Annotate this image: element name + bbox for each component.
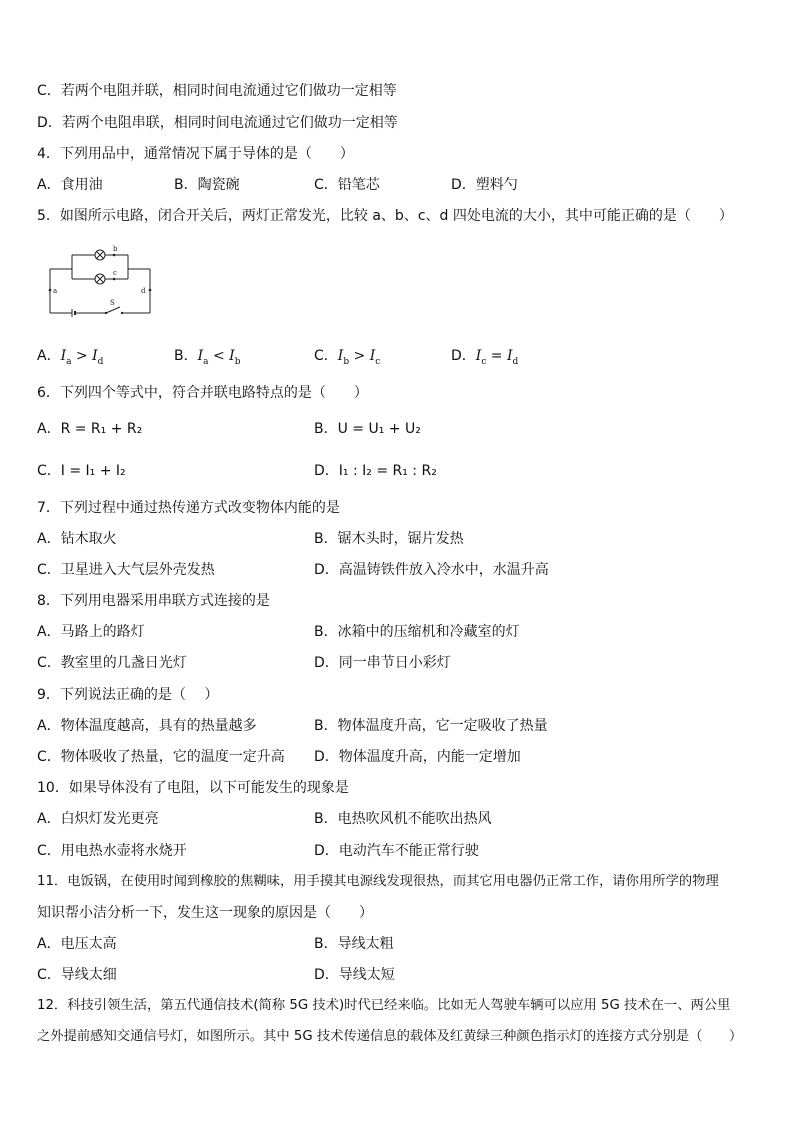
q9-option-c: C．物体吸收了热量，它的温度一定升高 [37, 749, 285, 765]
q7-option-c: C．卫星进入大气层外壳发热 [37, 562, 215, 578]
q5-option-d: D．$I_c = I_d$ [451, 348, 519, 367]
q9-stem: 9．下列说法正确的是（ ） [37, 687, 219, 703]
q7-option-a: A．钻木取火 [37, 531, 117, 547]
q10-option-a: A．白炽灯发光更亮 [37, 811, 159, 827]
q7-option-b: B．锯木头时，锯片发热 [314, 531, 464, 547]
label-c: c [113, 269, 117, 277]
switch-blade [106, 307, 120, 313]
q9-option-d: D．物体温度升高，内能一定增加 [314, 749, 521, 765]
q7-option-d: D．高温铸铁件放入冷水中，水温升高 [314, 562, 549, 578]
q5-option-a: A．$I_a > I_d$ [37, 348, 104, 367]
label-b: b [113, 245, 118, 253]
q3-option-d: D．若两个电阻串联，相同时间电流通过它们做功一定相等 [37, 115, 398, 131]
q6-stem: 6．下列四个等式中，符合并联电路特点的是（ ） [37, 385, 368, 401]
q11-option-a: A．电压太高 [37, 936, 117, 952]
label-d: d [141, 287, 146, 295]
q10-stem: 10．如果导体没有了电阻，以下可能发生的现象是 [37, 780, 349, 796]
q7-stem: 7．下列过程中通过热传递方式改变物体内能的是 [37, 500, 340, 516]
label-a: a [53, 287, 58, 295]
circuit-diagram [44, 243, 156, 317]
q6-option-b: B．U = U₁ + U₂ [314, 421, 421, 437]
switch-contact [121, 312, 123, 314]
q11-stem-line1: 11．电饭锅，在使用时闻到橡胶的焦糊味，用手摸其电源线发现很热，而其它用电器仍正常工作，请你用所学的物理 [37, 874, 719, 889]
q9-option-a: A．物体温度越高，具有的热量越多 [37, 718, 257, 734]
q4-option-d: D．塑料勺 [451, 177, 518, 193]
node-a [49, 289, 52, 292]
q8-stem: 8．下列用电器采用串联方式连接的是 [37, 593, 270, 609]
q10-option-c: C．用电热水壶将水烧开 [37, 843, 187, 859]
q11-option-d: D．导线太短 [314, 967, 395, 983]
label-switch: S [110, 299, 115, 307]
q4-option-c: C．铅笔芯 [314, 177, 380, 193]
node-b [113, 254, 116, 257]
node-d [149, 289, 152, 292]
q6-option-a: A．R = R₁ + R₂ [37, 421, 143, 437]
q12-stem-line1: 12．科技引领生活，第五代通信技术(简称 5G 技术)时代已经来临。比如无人驾驶车辆可以应用 5G 技术在一、两公里 [37, 998, 731, 1013]
q10-option-d: D．电动汽车不能正常行驶 [314, 843, 479, 859]
q11-option-b: B．导线太粗 [314, 936, 394, 952]
q4-option-b: B．陶瓷碗 [174, 177, 240, 193]
q8-option-b: B．冰箱中的压缩机和冷藏室的灯 [314, 624, 520, 640]
q8-option-a: A．马路上的路灯 [37, 624, 145, 640]
node-c [113, 278, 116, 281]
q3-option-c: C．若两个电阻并联，相同时间电流通过它们做功一定相等 [37, 83, 397, 99]
switch-pivot [105, 312, 107, 314]
q4-stem: 4．下列用品中，通常情况下属于导体的是（ ） [37, 146, 354, 162]
q9-option-b: B．物体温度升高，它一定吸收了热量 [314, 718, 548, 734]
q8-option-d: D．同一串节日小彩灯 [314, 655, 451, 671]
q10-option-b: B．电热吹风机不能吹出热风 [314, 811, 492, 827]
q5-stem: 5．如图所示电路，闭合开关后，两灯正常发光，比较 a、b、c、d 四处电流的大小，其中可能正确的是（ ） [37, 208, 733, 224]
q4-option-a: A．食用油 [37, 177, 103, 193]
q6-option-d: D．I₁ : I₂ = R₁ : R₂ [314, 463, 437, 479]
q12-stem-line2: 之外提前感知交通信号灯，如图所示。其中 5G 技术传递信息的载体及红黄绿三种颜色指示灯的连接方式分别是（ ） [37, 1029, 743, 1044]
q8-option-c: C．教室里的几盏日光灯 [37, 655, 187, 671]
q6-option-c: C．I = I₁ + I₂ [37, 463, 126, 479]
q11-stem-line2: 知识帮小洁分析一下，发生这一现象的原因是（ ） [37, 905, 373, 921]
q5-option-b: B．$I_a < I_b$ [174, 348, 241, 367]
q5-option-c: C．$I_b > I_c$ [314, 348, 381, 367]
q11-option-c: C．导线太细 [37, 967, 117, 983]
